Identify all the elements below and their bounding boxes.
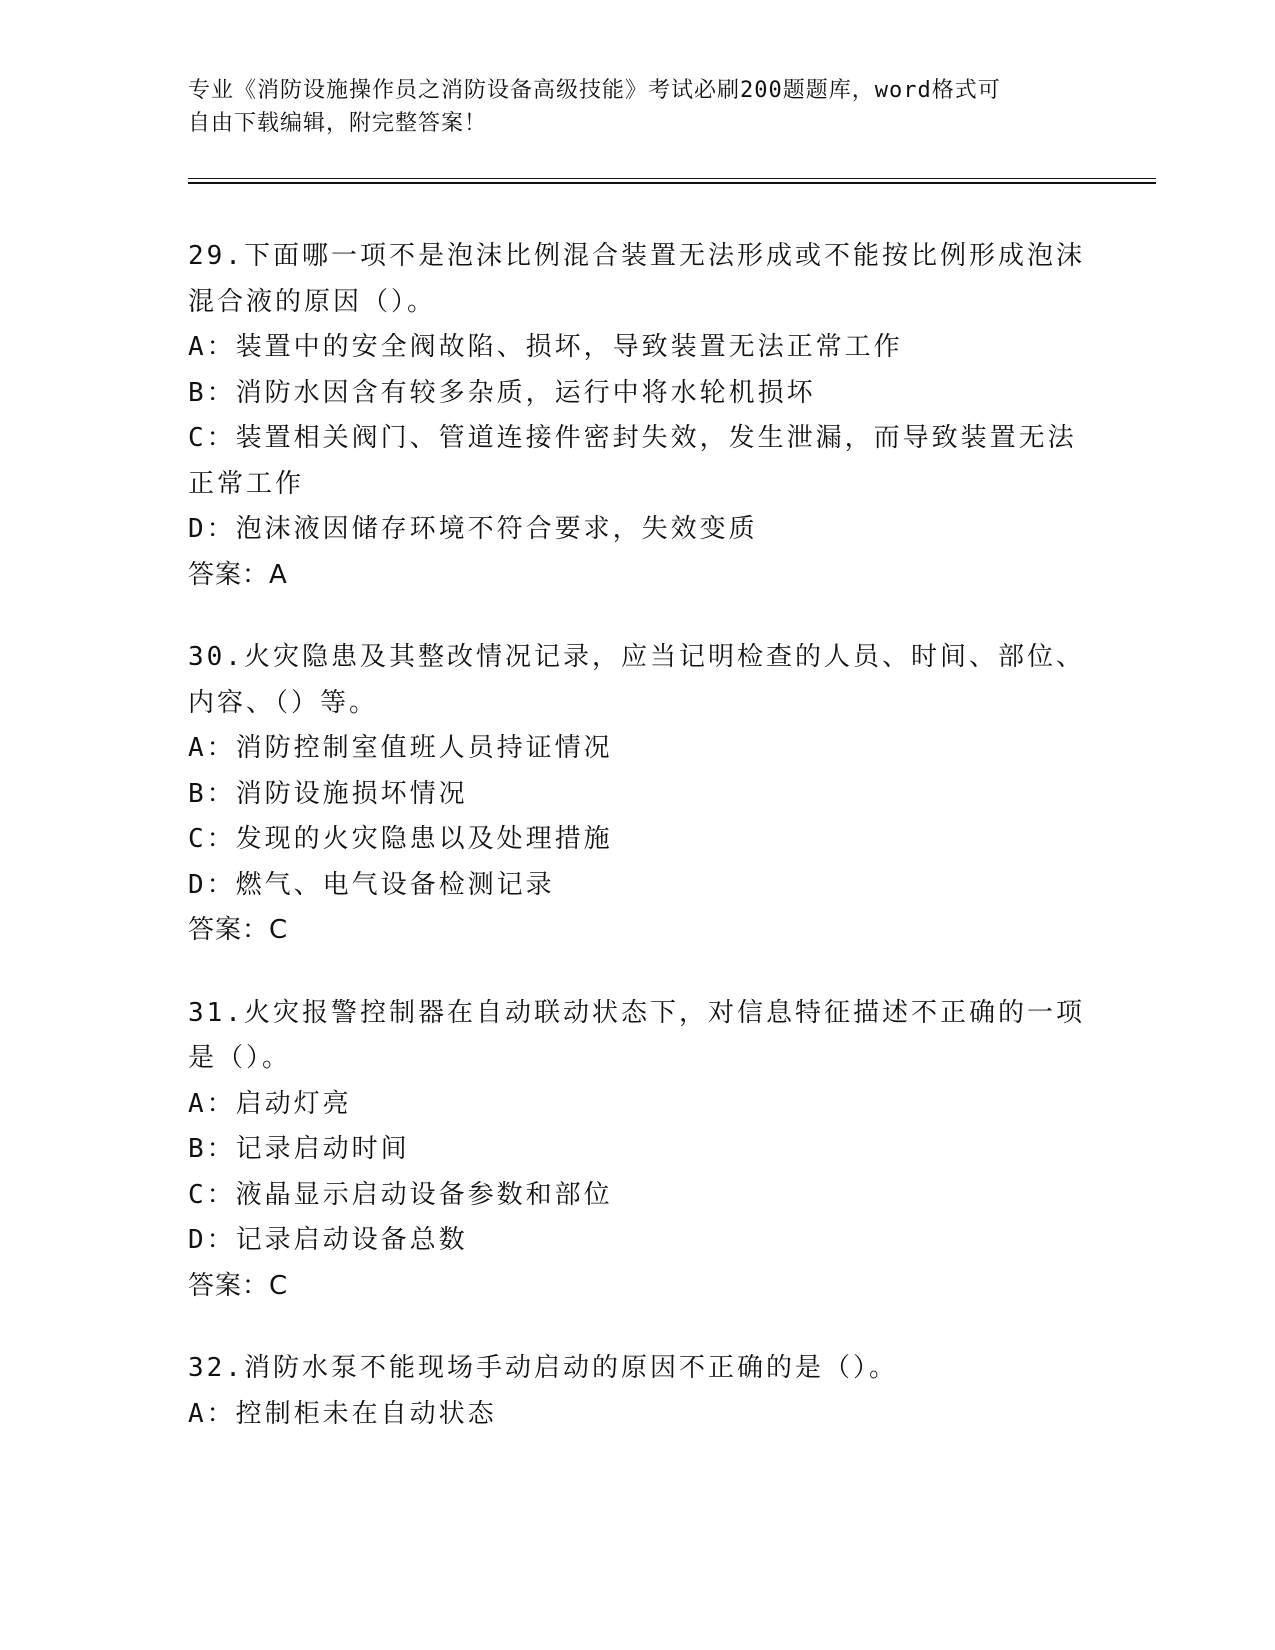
document-header: 专业《消防设施操作员之消防设备高级技能》考试必刷200题题库，word格式可 自由下载编辑，附完整答案！ bbox=[188, 78, 1001, 136]
option-c: C：液晶显示启动设备参数和部位 bbox=[188, 1179, 613, 1210]
option-b: B：消防设施损坏情况 bbox=[188, 778, 468, 809]
question-31 bbox=[188, 991, 1088, 1310]
question-stem: 32.消防水泵不能现场手动启动的原因不正确的是（）。 bbox=[188, 1353, 898, 1383]
question-list bbox=[188, 234, 1088, 1474]
answer-label: 答案：C bbox=[188, 1270, 289, 1301]
option-a: A：控制柜未在自动状态 bbox=[188, 1398, 497, 1429]
option-c: C：发现的火灾隐患以及处理措施 bbox=[188, 824, 613, 854]
option-b: B：记录启动时间 bbox=[188, 1134, 410, 1164]
option-b: B：消防水因含有较多杂质，运行中将水轮机损坏 bbox=[188, 377, 816, 408]
header-divider-thick bbox=[188, 182, 1156, 184]
option-c: C：装置相关阀门、管道连接件密封失效，发生泄漏，而导致装置无法正常工作 bbox=[188, 423, 1077, 499]
question-30 bbox=[188, 635, 1088, 954]
question-stem: 29.下面哪一项不是泡沫比例混合装置无法形成或不能按比例形成泡沫混合液的原因（）。 bbox=[188, 241, 1085, 317]
answer-label: 答案：C bbox=[188, 915, 289, 945]
answer-label: 答案：A bbox=[188, 559, 288, 590]
question-stem: 30.火灾隐患及其整改情况记录，应当记明检查的人员、时间、部位、内容、（）等。 bbox=[188, 642, 1085, 718]
header-divider-thin bbox=[188, 178, 1156, 179]
option-d: D：泡沫液因储存环境不符合要求，失效变质 bbox=[188, 514, 758, 544]
option-d: D：记录启动设备总数 bbox=[188, 1225, 468, 1255]
question-29 bbox=[188, 234, 1088, 598]
option-a: A：启动灯亮 bbox=[188, 1088, 352, 1119]
option-a: A：装置中的安全阀故陷、损坏，导致装置无法正常工作 bbox=[188, 332, 903, 362]
option-a: A：消防控制室值班人员持证情况 bbox=[188, 733, 613, 763]
option-d: D：燃气、电气设备检测记录 bbox=[188, 869, 555, 900]
question-32 bbox=[188, 1346, 1088, 1437]
question-stem: 31.火灾报警控制器在自动联动状态下，对信息特征描述不正确的一项是（）。 bbox=[188, 997, 1085, 1073]
